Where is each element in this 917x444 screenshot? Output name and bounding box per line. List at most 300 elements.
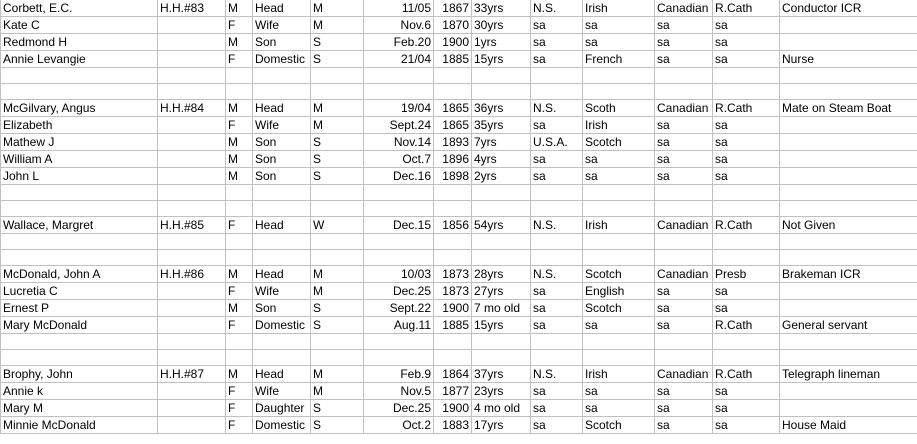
cell-sex[interactable]: M [226,168,253,185]
cell-relation[interactable]: Head [253,0,311,17]
cell-sex[interactable]: F [226,383,253,400]
cell-religion[interactable]: sa [713,168,780,185]
cell-marital-status[interactable] [311,84,364,100]
cell-birth-date[interactable] [364,201,434,217]
cell-religion[interactable] [713,334,780,350]
cell-occupation[interactable] [780,134,917,151]
cell-name[interactable]: Corbett, E.C. [1,0,158,17]
cell-birth-date[interactable] [364,250,434,266]
cell-nationality[interactable]: Canadian [655,266,713,283]
cell-name[interactable]: William A [1,151,158,168]
cell-household[interactable] [158,283,226,300]
cell-birth-date[interactable]: Feb.9 [364,366,434,383]
cell-nationality[interactable]: sa [655,34,713,51]
cell-marital-status[interactable]: S [311,134,364,151]
cell-relation[interactable] [253,68,311,84]
cell-name[interactable]: Mary M [1,400,158,417]
cell-relation[interactable]: Wife [253,117,311,134]
cell-household[interactable] [158,168,226,185]
cell-birthplace[interactable]: N.S. [531,217,583,234]
cell-age[interactable]: 37yrs [472,366,531,383]
cell-age[interactable] [472,201,531,217]
cell-sex[interactable]: F [226,217,253,234]
cell-origin[interactable]: Scotch [583,417,655,434]
cell-birth-year[interactable]: 1898 [434,168,472,185]
cell-relation[interactable]: Head [253,100,311,117]
cell-birthplace[interactable]: sa [531,417,583,434]
cell-nationality[interactable]: sa [655,317,713,334]
cell-relation[interactable] [253,234,311,250]
cell-relation[interactable] [253,250,311,266]
cell-birth-year[interactable]: 1873 [434,266,472,283]
cell-birth-year[interactable]: 1864 [434,366,472,383]
cell-origin[interactable] [583,201,655,217]
cell-origin[interactable]: Irish [583,117,655,134]
cell-origin[interactable]: sa [583,383,655,400]
cell-age[interactable]: 15yrs [472,317,531,334]
cell-birth-date[interactable]: Sept.24 [364,117,434,134]
cell-birth-year[interactable] [434,201,472,217]
cell-nationality[interactable]: Canadian [655,100,713,117]
cell-age[interactable]: 36yrs [472,100,531,117]
cell-birth-year[interactable]: 1865 [434,100,472,117]
cell-occupation[interactable] [780,234,917,250]
cell-name[interactable]: Wallace, Margret [1,217,158,234]
cell-age[interactable]: 30yrs [472,17,531,34]
cell-age[interactable] [472,84,531,100]
cell-age[interactable]: 54yrs [472,217,531,234]
cell-name[interactable]: Mathew J [1,134,158,151]
cell-occupation[interactable]: Telegraph lineman [780,366,917,383]
cell-birth-year[interactable]: 1896 [434,151,472,168]
cell-birthplace[interactable]: N.S. [531,0,583,17]
cell-religion[interactable] [713,201,780,217]
cell-birth-year[interactable]: 1870 [434,17,472,34]
cell-marital-status[interactable]: M [311,283,364,300]
cell-religion[interactable]: sa [713,400,780,417]
cell-birth-year[interactable]: 1893 [434,134,472,151]
cell-birthplace[interactable]: sa [531,400,583,417]
cell-birth-year[interactable]: 1873 [434,283,472,300]
cell-birth-date[interactable]: Nov.5 [364,383,434,400]
cell-religion[interactable]: sa [713,34,780,51]
cell-sex[interactable] [226,84,253,100]
cell-sex[interactable]: F [226,17,253,34]
cell-religion[interactable] [713,185,780,201]
cell-household[interactable] [158,151,226,168]
cell-relation[interactable]: Domestic [253,51,311,68]
cell-nationality[interactable]: sa [655,383,713,400]
cell-nationality[interactable] [655,68,713,84]
cell-religion[interactable] [713,84,780,100]
cell-birth-year[interactable] [434,84,472,100]
cell-birthplace[interactable] [531,334,583,350]
cell-origin[interactable]: sa [583,400,655,417]
cell-relation[interactable] [253,201,311,217]
cell-origin[interactable] [583,250,655,266]
cell-household[interactable]: H.H.#87 [158,366,226,383]
cell-occupation[interactable]: Nurse [780,51,917,68]
cell-religion[interactable] [713,350,780,366]
cell-relation[interactable]: Son [253,300,311,317]
cell-name[interactable]: McGilvary, Angus [1,100,158,117]
cell-occupation[interactable]: Not Given [780,217,917,234]
cell-household[interactable] [158,400,226,417]
cell-household[interactable] [158,17,226,34]
cell-birth-date[interactable] [364,68,434,84]
cell-birthplace[interactable]: sa [531,283,583,300]
cell-occupation[interactable] [780,300,917,317]
cell-relation[interactable]: Wife [253,383,311,400]
cell-origin[interactable]: Irish [583,217,655,234]
cell-birthplace[interactable]: U.S.A. [531,134,583,151]
cell-age[interactable]: 7yrs [472,134,531,151]
cell-birth-date[interactable]: Oct.7 [364,151,434,168]
cell-age[interactable]: 23yrs [472,383,531,400]
cell-marital-status[interactable]: W [311,217,364,234]
cell-household[interactable] [158,185,226,201]
cell-name[interactable] [1,334,158,350]
cell-birth-date[interactable]: Nov.14 [364,134,434,151]
cell-occupation[interactable] [780,201,917,217]
cell-birth-date[interactable]: Oct.2 [364,417,434,434]
cell-sex[interactable] [226,68,253,84]
cell-birth-year[interactable]: 1885 [434,51,472,68]
cell-origin[interactable]: sa [583,151,655,168]
cell-name[interactable]: Lucretia C [1,283,158,300]
cell-marital-status[interactable]: S [311,34,364,51]
cell-name[interactable] [1,68,158,84]
cell-name[interactable] [1,185,158,201]
cell-religion[interactable]: sa [713,417,780,434]
cell-sex[interactable] [226,250,253,266]
cell-origin[interactable] [583,234,655,250]
cell-sex[interactable]: F [226,51,253,68]
cell-relation[interactable] [253,185,311,201]
cell-occupation[interactable] [780,283,917,300]
cell-nationality[interactable]: sa [655,417,713,434]
cell-origin[interactable]: Scotch [583,266,655,283]
cell-household[interactable] [158,134,226,151]
cell-sex[interactable] [226,185,253,201]
cell-marital-status[interactable]: M [311,266,364,283]
cell-birth-date[interactable]: Nov.6 [364,17,434,34]
cell-marital-status[interactable] [311,350,364,366]
cell-occupation[interactable] [780,383,917,400]
cell-name[interactable]: Annie Levangie [1,51,158,68]
cell-nationality[interactable]: sa [655,151,713,168]
cell-origin[interactable] [583,334,655,350]
cell-origin[interactable] [583,84,655,100]
cell-occupation[interactable] [780,250,917,266]
cell-religion[interactable]: sa [713,300,780,317]
cell-household[interactable]: H.H.#86 [158,266,226,283]
cell-sex[interactable]: F [226,117,253,134]
cell-sex[interactable]: F [226,317,253,334]
cell-name[interactable] [1,350,158,366]
cell-sex[interactable]: M [226,34,253,51]
cell-origin[interactable]: sa [583,168,655,185]
cell-occupation[interactable]: Mate on Steam Boat [780,100,917,117]
cell-marital-status[interactable]: M [311,0,364,17]
cell-birthplace[interactable]: N.S. [531,366,583,383]
cell-nationality[interactable]: sa [655,168,713,185]
cell-age[interactable]: 7 mo old [472,300,531,317]
cell-occupation[interactable] [780,151,917,168]
cell-age[interactable]: 4 mo old [472,400,531,417]
cell-birthplace[interactable] [531,250,583,266]
cell-birthplace[interactable]: sa [531,34,583,51]
cell-nationality[interactable] [655,334,713,350]
cell-origin[interactable] [583,185,655,201]
cell-occupation[interactable] [780,168,917,185]
cell-household[interactable] [158,51,226,68]
cell-occupation[interactable] [780,17,917,34]
cell-birth-year[interactable]: 1867 [434,0,472,17]
cell-religion[interactable]: sa [713,51,780,68]
cell-religion[interactable]: R.Cath [713,217,780,234]
cell-nationality[interactable]: sa [655,300,713,317]
cell-sex[interactable]: F [226,400,253,417]
cell-relation[interactable] [253,334,311,350]
cell-birth-year[interactable]: 1865 [434,117,472,134]
cell-occupation[interactable]: Brakeman ICR [780,266,917,283]
cell-origin[interactable]: sa [583,317,655,334]
cell-name[interactable] [1,250,158,266]
cell-name[interactable] [1,234,158,250]
cell-birth-date[interactable]: 19/04 [364,100,434,117]
cell-occupation[interactable] [780,68,917,84]
cell-occupation[interactable] [780,334,917,350]
cell-sex[interactable]: F [226,417,253,434]
cell-household[interactable] [158,117,226,134]
cell-marital-status[interactable] [311,234,364,250]
cell-age[interactable]: 15yrs [472,51,531,68]
cell-birth-year[interactable]: 1883 [434,417,472,434]
cell-marital-status[interactable]: S [311,317,364,334]
cell-birthplace[interactable] [531,68,583,84]
cell-relation[interactable]: Head [253,366,311,383]
cell-nationality[interactable]: sa [655,117,713,134]
cell-age[interactable]: 2yrs [472,168,531,185]
cell-marital-status[interactable]: M [311,383,364,400]
cell-birthplace[interactable]: sa [531,51,583,68]
cell-relation[interactable]: Wife [253,283,311,300]
cell-marital-status[interactable]: S [311,400,364,417]
cell-origin[interactable]: Irish [583,0,655,17]
cell-birthplace[interactable]: N.S. [531,100,583,117]
cell-household[interactable] [158,201,226,217]
cell-birth-date[interactable]: Dec.16 [364,168,434,185]
cell-occupation[interactable]: Conductor ICR [780,0,917,17]
cell-age[interactable] [472,250,531,266]
cell-marital-status[interactable] [311,68,364,84]
cell-marital-status[interactable] [311,185,364,201]
cell-nationality[interactable] [655,234,713,250]
cell-birth-year[interactable] [434,234,472,250]
cell-marital-status[interactable]: M [311,366,364,383]
cell-nationality[interactable]: Canadian [655,366,713,383]
cell-birth-date[interactable] [364,185,434,201]
cell-birth-year[interactable] [434,334,472,350]
cell-age[interactable]: 4yrs [472,151,531,168]
cell-nationality[interactable] [655,185,713,201]
cell-religion[interactable]: sa [713,151,780,168]
cell-birthplace[interactable]: sa [531,151,583,168]
cell-name[interactable]: Brophy, John [1,366,158,383]
cell-birthplace[interactable] [531,350,583,366]
cell-origin[interactable] [583,68,655,84]
cell-nationality[interactable] [655,250,713,266]
cell-occupation[interactable] [780,350,917,366]
cell-relation[interactable]: Son [253,134,311,151]
cell-birth-year[interactable] [434,185,472,201]
cell-birthplace[interactable]: sa [531,300,583,317]
cell-birth-date[interactable]: 10/03 [364,266,434,283]
cell-birthplace[interactable]: N.S. [531,266,583,283]
cell-marital-status[interactable]: S [311,300,364,317]
cell-age[interactable]: 35yrs [472,117,531,134]
cell-name[interactable]: Ernest P [1,300,158,317]
cell-religion[interactable]: sa [713,17,780,34]
cell-age[interactable] [472,334,531,350]
cell-birth-date[interactable] [364,334,434,350]
cell-religion[interactable]: sa [713,383,780,400]
cell-name[interactable]: McDonald, John A [1,266,158,283]
cell-origin[interactable]: sa [583,34,655,51]
cell-sex[interactable]: M [226,366,253,383]
cell-age[interactable] [472,185,531,201]
cell-nationality[interactable]: sa [655,283,713,300]
cell-birth-date[interactable]: Dec.25 [364,400,434,417]
cell-household[interactable] [158,34,226,51]
cell-age[interactable]: 33yrs [472,0,531,17]
cell-birth-date[interactable] [364,234,434,250]
cell-marital-status[interactable]: S [311,168,364,185]
cell-birth-date[interactable] [364,84,434,100]
cell-birth-date[interactable]: Dec.25 [364,283,434,300]
cell-occupation[interactable] [780,34,917,51]
cell-relation[interactable]: Domestic [253,317,311,334]
cell-age[interactable]: 1yrs [472,34,531,51]
cell-nationality[interactable] [655,84,713,100]
cell-household[interactable] [158,250,226,266]
cell-birthplace[interactable]: sa [531,317,583,334]
cell-birth-year[interactable]: 1900 [434,300,472,317]
cell-household[interactable]: H.H.#83 [158,0,226,17]
cell-birth-date[interactable]: Dec.15 [364,217,434,234]
cell-occupation[interactable] [780,185,917,201]
cell-relation[interactable]: Head [253,266,311,283]
cell-birth-date[interactable] [364,350,434,366]
cell-relation[interactable]: Son [253,34,311,51]
cell-sex[interactable]: M [226,0,253,17]
cell-name[interactable]: John L [1,168,158,185]
cell-sex[interactable] [226,201,253,217]
cell-marital-status[interactable]: S [311,417,364,434]
cell-birthplace[interactable]: sa [531,168,583,185]
cell-sex[interactable]: M [226,134,253,151]
cell-household[interactable] [158,417,226,434]
cell-name[interactable]: Annie k [1,383,158,400]
cell-birthplace[interactable] [531,234,583,250]
cell-origin[interactable]: French [583,51,655,68]
cell-household[interactable]: H.H.#84 [158,100,226,117]
cell-birth-date[interactable]: 21/04 [364,51,434,68]
cell-religion[interactable] [713,68,780,84]
cell-birth-year[interactable] [434,68,472,84]
cell-religion[interactable]: sa [713,117,780,134]
cell-nationality[interactable]: sa [655,51,713,68]
cell-sex[interactable]: M [226,300,253,317]
cell-nationality[interactable]: sa [655,400,713,417]
cell-occupation[interactable] [780,84,917,100]
cell-origin[interactable] [583,350,655,366]
cell-age[interactable]: 17yrs [472,417,531,434]
cell-relation[interactable]: Son [253,168,311,185]
cell-nationality[interactable]: sa [655,134,713,151]
cell-name[interactable]: Redmond H [1,34,158,51]
cell-religion[interactable]: R.Cath [713,366,780,383]
cell-household[interactable] [158,300,226,317]
cell-sex[interactable]: M [226,100,253,117]
cell-religion[interactable] [713,234,780,250]
cell-nationality[interactable] [655,350,713,366]
cell-name[interactable]: Kate C [1,17,158,34]
cell-marital-status[interactable] [311,250,364,266]
cell-origin[interactable]: Scotch [583,134,655,151]
cell-household[interactable] [158,234,226,250]
cell-birth-year[interactable]: 1900 [434,34,472,51]
cell-relation[interactable] [253,350,311,366]
cell-occupation[interactable]: House Maid [780,417,917,434]
cell-marital-status[interactable] [311,334,364,350]
cell-birth-date[interactable]: 11/05 [364,0,434,17]
cell-birth-year[interactable]: 1900 [434,400,472,417]
cell-household[interactable] [158,334,226,350]
cell-name[interactable]: Mary McDonald [1,317,158,334]
cell-religion[interactable]: R.Cath [713,100,780,117]
cell-marital-status[interactable]: S [311,51,364,68]
cell-household[interactable] [158,84,226,100]
cell-household[interactable]: H.H.#85 [158,217,226,234]
cell-sex[interactable] [226,350,253,366]
cell-nationality[interactable]: sa [655,17,713,34]
cell-household[interactable] [158,350,226,366]
cell-occupation[interactable]: General servant [780,317,917,334]
cell-age[interactable] [472,68,531,84]
cell-age[interactable] [472,234,531,250]
cell-relation[interactable]: Head [253,217,311,234]
cell-occupation[interactable] [780,400,917,417]
cell-name[interactable] [1,201,158,217]
cell-birth-date[interactable]: Aug.11 [364,317,434,334]
cell-marital-status[interactable]: M [311,117,364,134]
cell-name[interactable]: Elizabeth [1,117,158,134]
cell-birth-year[interactable]: 1877 [434,383,472,400]
cell-birthplace[interactable] [531,84,583,100]
cell-occupation[interactable] [780,117,917,134]
cell-marital-status[interactable]: M [311,17,364,34]
cell-origin[interactable]: Irish [583,366,655,383]
cell-religion[interactable]: sa [713,283,780,300]
cell-sex[interactable]: M [226,151,253,168]
cell-household[interactable] [158,317,226,334]
cell-age[interactable]: 28yrs [472,266,531,283]
cell-origin[interactable]: Scoth [583,100,655,117]
cell-sex[interactable]: M [226,266,253,283]
cell-sex[interactable]: F [226,283,253,300]
